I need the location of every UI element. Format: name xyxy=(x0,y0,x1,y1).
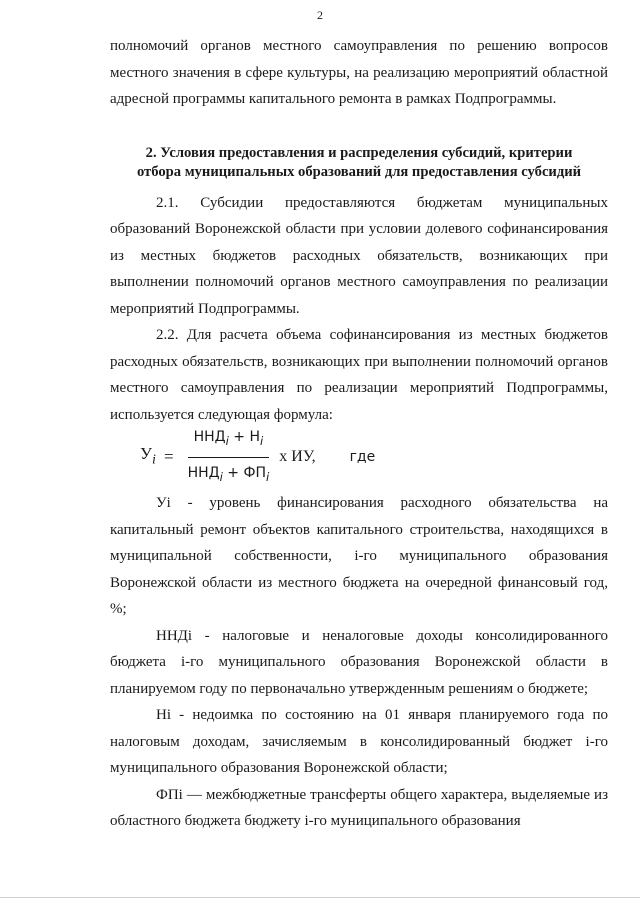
section-heading-line-1: 2. Условия предоставления и распределения субсидий, критерии xyxy=(145,144,573,161)
document-body xyxy=(110,33,608,835)
intro-paragraph: полномочий органов местного самоуправления по решению вопросов местного значения в сфере культуры, на реализацию мероприятий областной адресной программы капитального ремонта в рамках Подпрограммы. xyxy=(110,38,608,107)
page-bottom-edge xyxy=(0,897,640,898)
formula-where: где xyxy=(349,448,376,465)
section-heading xyxy=(110,144,608,182)
section-heading-line-2: отбора муниципальных образований для предоставления субсидий xyxy=(136,163,582,180)
definition-fpi: ФПi — межбюджетные трансферты общего характера, выделяемые из областного бюджета бюджету i-го муниципального образования xyxy=(110,786,608,829)
paragraph-2-2: 2.2. Для расчета объема софинансирования из местных бюджетов расходных обязательств, возникающих при выполнении полномочий органов местного самоуправления по реализации мероприятий Подпрограммы, используется следующая формула: xyxy=(110,327,608,423)
definition-nndi: ННДi - налоговые и неналоговые доходы консолидированного бюджета i-го муниципального образования Воронежской области в планируемом году по первоначально утвержденным решениям о бюджете; xyxy=(110,627,608,697)
formula-multiplier: х ИУ, xyxy=(279,447,316,465)
page-number: 2 xyxy=(317,8,323,22)
formula-numerator: $ННД_i + Н_i$ xyxy=(188,424,270,457)
definition-ui: Уi - уровень финансирования расходного обязательства на капитальный ремонт объектов капитального строительства, находящихся в муниципальной собственности, i-го муниципального образования Воронежской области из местного бюджета на очередной финансовый год, %; xyxy=(110,495,608,617)
formula-equals: = xyxy=(163,446,174,466)
definition-ni: Нi - недоимка по состоянию на 01 января планируемого года по налоговым доходам, зачисляемым в консолидированный бюджет i-го муниципального образования Воронежской области; xyxy=(110,707,608,776)
formula-fraction xyxy=(182,424,276,490)
formula-lhs: $У_i$ xyxy=(140,444,156,468)
cofinancing-formula xyxy=(140,429,608,484)
paragraph-2-1: 2.1. Субсидии предоставляются бюджетам муниципальных образований Воронежской области при условии долевого софинансирования из местных бюджетов расходных обязательств, возникающих при выполнении полномочий органов местного самоуправления по реализации мероприятий Подпрограммы. xyxy=(110,194,608,317)
formula-denominator: $ННД_i + ФП_i$ xyxy=(187,464,270,484)
